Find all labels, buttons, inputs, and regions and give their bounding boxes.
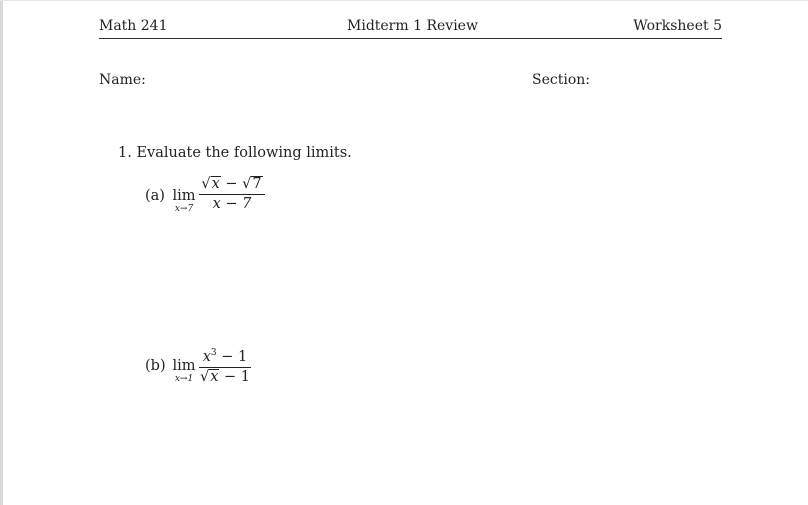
worksheet-title: Midterm 1 Review: [347, 18, 478, 34]
denominator-tail: − 1: [219, 368, 251, 385]
limit-operator-b: [171, 358, 197, 384]
problem-1-intro: 1. Evaluate the following limits.: [118, 145, 352, 161]
part-b-label: (b): [145, 358, 166, 374]
fraction-bar: [199, 194, 265, 195]
sqrt-x: x: [211, 176, 220, 192]
name-label: Name:: [99, 72, 146, 88]
numerator-variable: x: [202, 348, 211, 365]
minus-sign: −: [225, 176, 238, 192]
lim-word: lim: [172, 358, 196, 374]
lim-subscript: x→7: [174, 204, 194, 214]
worksheet-header: [99, 18, 722, 39]
sqrt-7: 7: [252, 176, 262, 192]
fraction-b-denominator: √x − 1: [199, 368, 251, 385]
worksheet-number: Worksheet 5: [633, 18, 722, 34]
lim-word: lim: [172, 188, 196, 204]
lim-subscript: x→1: [174, 374, 194, 384]
numerator-tail: − 1: [216, 348, 248, 365]
course-name: Math 241: [99, 18, 168, 34]
section-label: Section:: [532, 72, 590, 88]
fraction-bar: [199, 367, 251, 368]
fraction-a: [199, 176, 265, 213]
sqrt-x: x: [210, 368, 219, 385]
exponent: 3: [210, 348, 217, 358]
fraction-a-denominator: x − 7: [212, 196, 252, 212]
page-top-edge: [0, 0, 808, 1]
fraction-b-numerator: [199, 345, 251, 366]
part-a-label: (a): [145, 188, 165, 204]
fraction-b: [199, 345, 251, 386]
page-left-edge: [0, 0, 3, 505]
fraction-a-numerator: √x − √7: [201, 176, 262, 192]
limit-operator-a: [171, 188, 197, 214]
